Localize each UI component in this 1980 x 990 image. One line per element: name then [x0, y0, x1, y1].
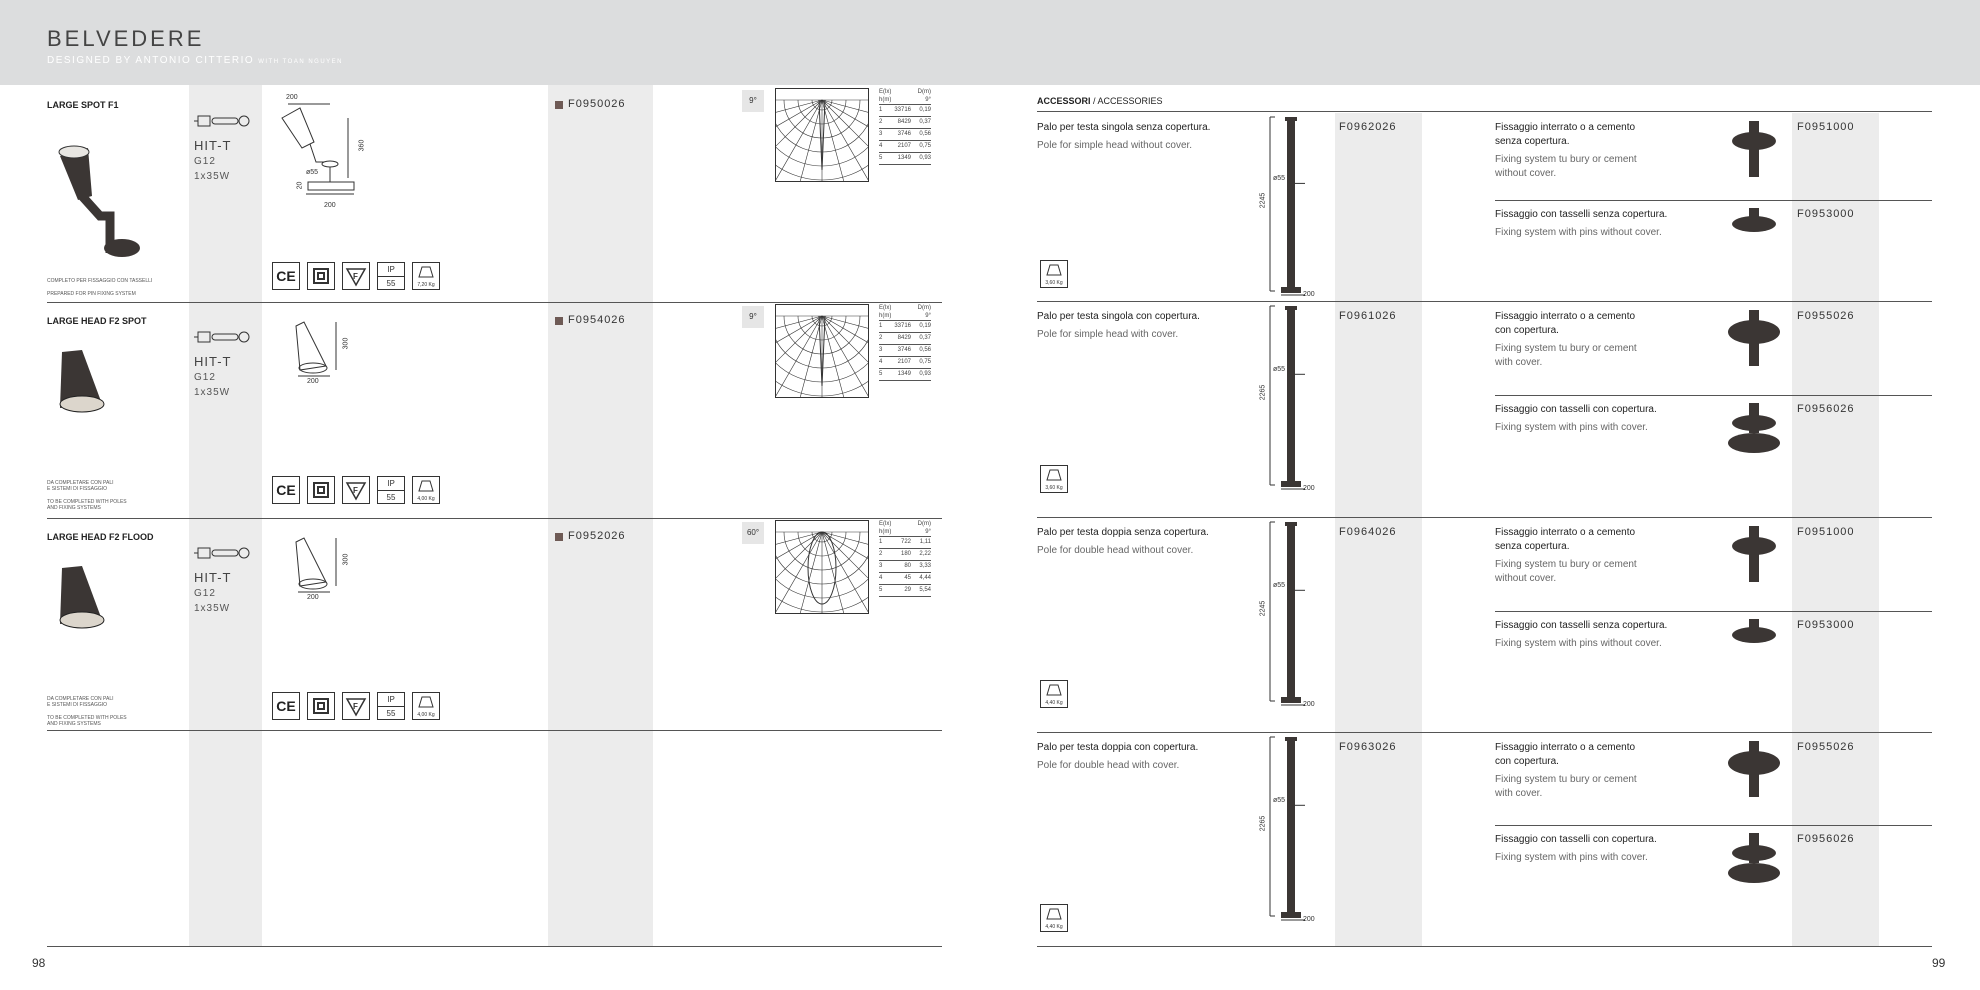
pole-base: 200 [1303, 916, 1315, 923]
row-e: 45 [904, 575, 911, 581]
row-d: 0,19 [919, 323, 931, 329]
row-e: 80 [904, 563, 911, 569]
pole-description-en: Pole for simple head without cover. [1037, 140, 1193, 151]
fixing-description-it: Fissaggio interrato o a cemento [1495, 311, 1636, 322]
brand-title: BELVEDERE [47, 26, 205, 51]
product-name: LARGE SPOT F1 [47, 100, 119, 110]
row-d: 0,93 [919, 155, 931, 161]
photometric-table [879, 520, 931, 597]
head-angle: 9° [925, 97, 931, 103]
photometric-table [879, 304, 931, 381]
fixing-divider [1495, 825, 1932, 826]
fixing-description-it: con copertura. [1495, 756, 1559, 767]
beam-angle: 60° [742, 522, 764, 544]
fixing-code: F0951000 [1797, 526, 1855, 538]
pole-base: 200 [1303, 291, 1315, 298]
row-e: 180 [900, 551, 911, 557]
product-note: AND FIXING SYSTEMS [47, 721, 101, 727]
fixing-description-it: Fissaggio con tasselli con copertura. [1495, 834, 1657, 845]
ip-value: 55 [386, 493, 396, 502]
page-bottom-rule [1037, 946, 1932, 947]
table-head [879, 88, 931, 96]
pole-diameter: ø55 [1273, 582, 1286, 590]
dim-height: 300 [342, 337, 350, 350]
table-row [879, 321, 931, 333]
fixing-description-it: con copertura. [1495, 325, 1559, 336]
fixing-photo [1723, 119, 1783, 186]
row-d: 0,37 [919, 335, 931, 341]
product-row [0, 90, 990, 300]
row-e: 29 [904, 587, 911, 593]
pole-description-en: Pole for double head with cover. [1037, 760, 1180, 771]
head-h: h(m) [879, 529, 892, 535]
row-d: 0,75 [919, 143, 931, 149]
pole-code: F0962026 [1339, 121, 1397, 133]
ip-rating [377, 262, 405, 290]
dim-base: 200 [324, 202, 336, 209]
pole-base: 200 [1303, 701, 1315, 708]
fixing-code: F0956026 [1797, 833, 1855, 845]
page-bottom-rule [47, 946, 942, 947]
pole-row [1030, 518, 1940, 708]
lamp-type: HIT-T [194, 354, 232, 369]
pole-drawing [1259, 520, 1355, 717]
f-mark-icon [342, 262, 370, 290]
product-note: AND FIXING SYSTEMS [47, 505, 101, 511]
row-e: 33716 [894, 323, 911, 329]
product-note: TO BE COMPLETED WITH POLES [47, 715, 127, 721]
fixing-description-en: Fixing system with pins with cover. [1495, 852, 1648, 863]
fixing-code: F0951000 [1797, 121, 1855, 133]
product-name: LARGE HEAD F2 SPOT [47, 316, 147, 326]
row-d: 0,19 [919, 107, 931, 113]
table-row [879, 537, 931, 549]
photometric-diagram [775, 304, 869, 403]
row-e: 1349 [897, 371, 911, 377]
table-row [879, 357, 931, 369]
fixing-description-en: with cover. [1495, 357, 1543, 368]
table-head [879, 520, 931, 528]
row-divider [1037, 517, 1932, 518]
table-row [879, 549, 931, 561]
pole-description-it: Palo per testa singola senza copertura. [1037, 122, 1211, 133]
row-h: 2 [879, 551, 883, 557]
table-row [879, 117, 931, 129]
fixing-description-it: Fissaggio con tasselli senza copertura. [1495, 620, 1668, 631]
technical-drawing [270, 314, 380, 434]
pole-diameter: ø55 [1273, 797, 1286, 805]
row-e: 1349 [897, 155, 911, 161]
fixing-description-en: Fixing system tu bury or cement [1495, 154, 1637, 165]
code-square [555, 101, 563, 109]
row-e: 3746 [897, 131, 911, 137]
title-separator: / [1090, 96, 1098, 106]
product-note: TO BE COMPLETED WITH POLES [47, 499, 127, 505]
svg-text:F: F [353, 486, 358, 495]
lamp-power: 1x35W [194, 171, 231, 182]
pole-drawing [1259, 304, 1355, 501]
weight-icon [412, 262, 440, 290]
product-note: E SISTEMI DI FISSAGGIO [47, 702, 108, 708]
fixing-photo [1723, 617, 1783, 684]
weight-value: 4,40 Kg [1045, 700, 1063, 706]
row-e: 2107 [897, 143, 911, 149]
designer-collab: WITH TOAN NGUYEN [258, 59, 344, 65]
table-row [879, 573, 931, 585]
lamp-socket: G12 [194, 588, 216, 599]
weight-value: 7,20 Kg [417, 282, 435, 288]
row-d: 0,56 [919, 131, 931, 137]
accessories-top-rule [1037, 111, 1932, 112]
table-row [879, 333, 931, 345]
table-row [879, 561, 931, 573]
pole-height: 2265 [1259, 384, 1267, 400]
fixing-code: F0953000 [1797, 619, 1855, 631]
lamp-socket: G12 [194, 372, 216, 383]
product-note: DA COMPLETARE CON PALI [47, 696, 114, 702]
row-d: 4,44 [919, 575, 931, 581]
table-row [879, 153, 931, 165]
row-h: 3 [879, 131, 883, 137]
pole-row [1030, 302, 1940, 492]
code-square [555, 533, 563, 541]
head-d: D(m) [917, 305, 931, 311]
f-mark-icon [342, 476, 370, 504]
head-angle: 9° [925, 529, 931, 535]
accessories-title-it: ACCESSORI [1037, 96, 1091, 106]
lamp-icon [194, 112, 254, 135]
lamp-type: HIT-T [194, 570, 232, 585]
row-h: 1 [879, 539, 883, 545]
row-h: 5 [879, 371, 883, 377]
photometric-diagram [775, 520, 869, 619]
row-h: 5 [879, 155, 883, 161]
row-h: 2 [879, 119, 883, 125]
ip-rating [377, 476, 405, 504]
product-photo [52, 138, 152, 263]
row-h: 1 [879, 323, 883, 329]
f-mark-icon [342, 692, 370, 720]
weight-value: 4,40 Kg [1045, 924, 1063, 930]
product-note: PREPARED FOR PIN FIXING SYSTEM [47, 291, 136, 297]
fixing-description-en: Fixing system tu bury or cement [1495, 774, 1637, 785]
weight-icon [1040, 260, 1068, 288]
row-d: 5,54 [919, 587, 931, 593]
product-note: DA COMPLETARE CON PALI [47, 480, 114, 486]
ip-value: 55 [386, 709, 396, 718]
fixing-divider [1495, 200, 1932, 201]
row-d: 2,22 [919, 551, 931, 557]
pole-height: 2245 [1259, 192, 1267, 209]
pole-drawing [1259, 115, 1355, 307]
product-row [0, 306, 990, 516]
fixing-description-en: Fixing system tu bury or cement [1495, 343, 1637, 354]
fixing-description-en: Fixing system with pins with cover. [1495, 422, 1648, 433]
dim-width: 200 [286, 94, 298, 101]
head-e: E(lx) [879, 89, 892, 95]
product-code: F0950026 [568, 98, 626, 110]
fixing-description-it: Fissaggio con tasselli senza copertura. [1495, 209, 1668, 220]
table-row [879, 129, 931, 141]
row-h: 3 [879, 347, 883, 353]
ce-mark: CE [272, 692, 300, 720]
pole-code: F0961026 [1339, 310, 1397, 322]
beam-angle: 9° [742, 306, 764, 328]
fixing-description-it: senza copertura. [1495, 136, 1570, 147]
pole-code: F0963026 [1339, 741, 1397, 753]
pole-diameter: ø55 [1273, 366, 1286, 374]
row-h: 4 [879, 143, 883, 149]
fixing-divider [1495, 611, 1932, 612]
pole-row [1030, 113, 1940, 303]
row-e: 3746 [897, 347, 911, 353]
pole-diameter: ø55 [1273, 175, 1286, 183]
row-d: 1,11 [919, 539, 931, 545]
table-head2 [879, 96, 931, 105]
ip-rating [377, 692, 405, 720]
head-h: h(m) [879, 313, 892, 319]
fixing-description-en: with cover. [1495, 788, 1543, 799]
weight-value: 3,60 Kg [1045, 280, 1063, 286]
ip-label: IP [378, 693, 404, 707]
svg-text:F: F [353, 272, 358, 281]
head-angle: 9° [925, 313, 931, 319]
svg-text:F: F [353, 702, 358, 711]
fixing-photo [1723, 739, 1783, 806]
double-insulation-icon [307, 476, 335, 504]
row-divider [1037, 301, 1932, 302]
ip-value: 55 [386, 279, 396, 288]
pole-description-en: Pole for simple head with cover. [1037, 329, 1179, 340]
double-insulation-icon [307, 692, 335, 720]
beam-angle: 9° [742, 90, 764, 112]
product-row [0, 522, 990, 732]
lamp-icon [194, 544, 254, 567]
ce-mark: CE [272, 262, 300, 290]
technical-drawing [270, 94, 380, 218]
weight-value: 3,60 Kg [1045, 485, 1063, 491]
ip-label: IP [378, 477, 404, 491]
pole-code: F0964026 [1339, 526, 1397, 538]
fixing-description-it: Fissaggio con tasselli con copertura. [1495, 404, 1657, 415]
dim-height: 300 [342, 553, 350, 566]
fixing-photo [1723, 831, 1783, 898]
row-h: 4 [879, 359, 883, 365]
fixing-photo [1723, 401, 1783, 468]
ip-label: IP [378, 263, 404, 277]
lamp-type: HIT-T [194, 138, 232, 153]
row-e: 8429 [897, 335, 911, 341]
fixing-description-it: senza copertura. [1495, 541, 1570, 552]
fixing-description-en: Fixing system tu bury or cement [1495, 559, 1637, 570]
table-head2 [879, 312, 931, 321]
weight-value: 4,00 Kg [417, 496, 435, 502]
table-head [879, 304, 931, 312]
pole-height: 2245 [1259, 600, 1267, 616]
product-note: COMPLETO PER FISSAGGIO CON TASSELLI [47, 278, 153, 284]
dim-height: 360 [358, 139, 366, 152]
product-name: LARGE HEAD F2 FLOOD [47, 532, 154, 542]
fixing-code: F0955026 [1797, 310, 1855, 322]
photometric-diagram [775, 88, 869, 187]
product-note: E SISTEMI DI FISSAGGIO [47, 486, 108, 492]
fixing-code: F0956026 [1797, 403, 1855, 415]
row-e: 2107 [897, 359, 911, 365]
ce-mark: CE [272, 476, 300, 504]
row-divider [47, 518, 942, 519]
designer-name: DESIGNED BY ANTONIO CITTERIO [47, 55, 255, 66]
technical-drawing [270, 530, 380, 650]
fixing-description-en: Fixing system with pins without cover. [1495, 227, 1662, 238]
header-band [0, 0, 1980, 85]
head-e: E(lx) [879, 521, 892, 527]
table-row [879, 105, 931, 117]
accessories-title [1037, 96, 1163, 106]
row-e: 8429 [897, 119, 911, 125]
fixing-description-it: Fissaggio interrato o a cemento [1495, 742, 1636, 753]
row-divider [1037, 732, 1932, 733]
lamp-icon [194, 328, 254, 351]
row-d: 0,56 [919, 347, 931, 353]
fixing-code: F0953000 [1797, 208, 1855, 220]
fixing-photo [1723, 308, 1783, 375]
pole-description-it: Palo per testa singola con copertura. [1037, 311, 1200, 322]
page-number-left: 98 [32, 956, 46, 970]
row-divider [47, 302, 942, 303]
table-head2 [879, 528, 931, 537]
fixing-photo [1723, 206, 1783, 273]
weight-icon [1040, 680, 1068, 708]
photometric-table [879, 88, 931, 165]
weight-icon [1040, 904, 1068, 932]
product-code: F0952026 [568, 530, 626, 542]
pole-row [1030, 733, 1940, 930]
row-d: 0,93 [919, 371, 931, 377]
dim-width: 200 [307, 378, 319, 385]
dim-small: 20 [296, 181, 304, 190]
lamp-power: 1x35W [194, 603, 231, 614]
row-h: 1 [879, 107, 883, 113]
row-e: 722 [900, 539, 911, 545]
product-photo [52, 344, 122, 429]
table-row [879, 141, 931, 153]
table-row [879, 585, 931, 597]
fixing-divider [1495, 395, 1932, 396]
lamp-power: 1x35W [194, 387, 231, 398]
pole-height: 2265 [1259, 815, 1267, 831]
table-row [879, 369, 931, 381]
head-h: h(m) [879, 97, 892, 103]
double-insulation-icon [307, 262, 335, 290]
page-number-right: 99 [1932, 956, 1946, 970]
designer-line [47, 55, 343, 66]
fixing-description-en: Fixing system with pins without cover. [1495, 638, 1662, 649]
row-h: 4 [879, 575, 883, 581]
fixing-description-en: without cover. [1495, 168, 1557, 179]
table-row [879, 345, 931, 357]
fixing-code: F0955026 [1797, 741, 1855, 753]
product-photo [52, 560, 122, 645]
accessories-title-en: ACCESSORIES [1097, 96, 1163, 106]
code-square [555, 317, 563, 325]
dim-diameter: ø55 [306, 169, 319, 176]
dim-width: 200 [307, 594, 319, 601]
row-e: 33716 [894, 107, 911, 113]
head-d: D(m) [917, 521, 931, 527]
row-d: 0,37 [919, 119, 931, 125]
weight-value: 4,00 Kg [417, 712, 435, 718]
head-e: E(lx) [879, 305, 892, 311]
lamp-socket: G12 [194, 156, 216, 167]
fixing-description-it: Fissaggio interrato o a cemento [1495, 527, 1636, 538]
weight-icon [412, 692, 440, 720]
row-h: 2 [879, 335, 883, 341]
fixing-description-it: Fissaggio interrato o a cemento [1495, 122, 1636, 133]
fixing-photo [1723, 524, 1783, 591]
row-d: 0,75 [919, 359, 931, 365]
head-d: D(m) [917, 89, 931, 95]
pole-description-it: Palo per testa doppia con copertura. [1037, 742, 1199, 753]
product-code: F0954026 [568, 314, 626, 326]
fixing-description-en: without cover. [1495, 573, 1557, 584]
row-d: 3,33 [919, 563, 931, 569]
row-h: 5 [879, 587, 883, 593]
pole-description-it: Palo per testa doppia senza copertura. [1037, 527, 1209, 538]
row-h: 3 [879, 563, 883, 569]
pole-drawing [1259, 735, 1355, 932]
weight-icon [412, 476, 440, 504]
pole-base: 200 [1303, 485, 1315, 492]
pole-description-en: Pole for double head without cover. [1037, 545, 1194, 556]
weight-icon [1040, 465, 1068, 493]
